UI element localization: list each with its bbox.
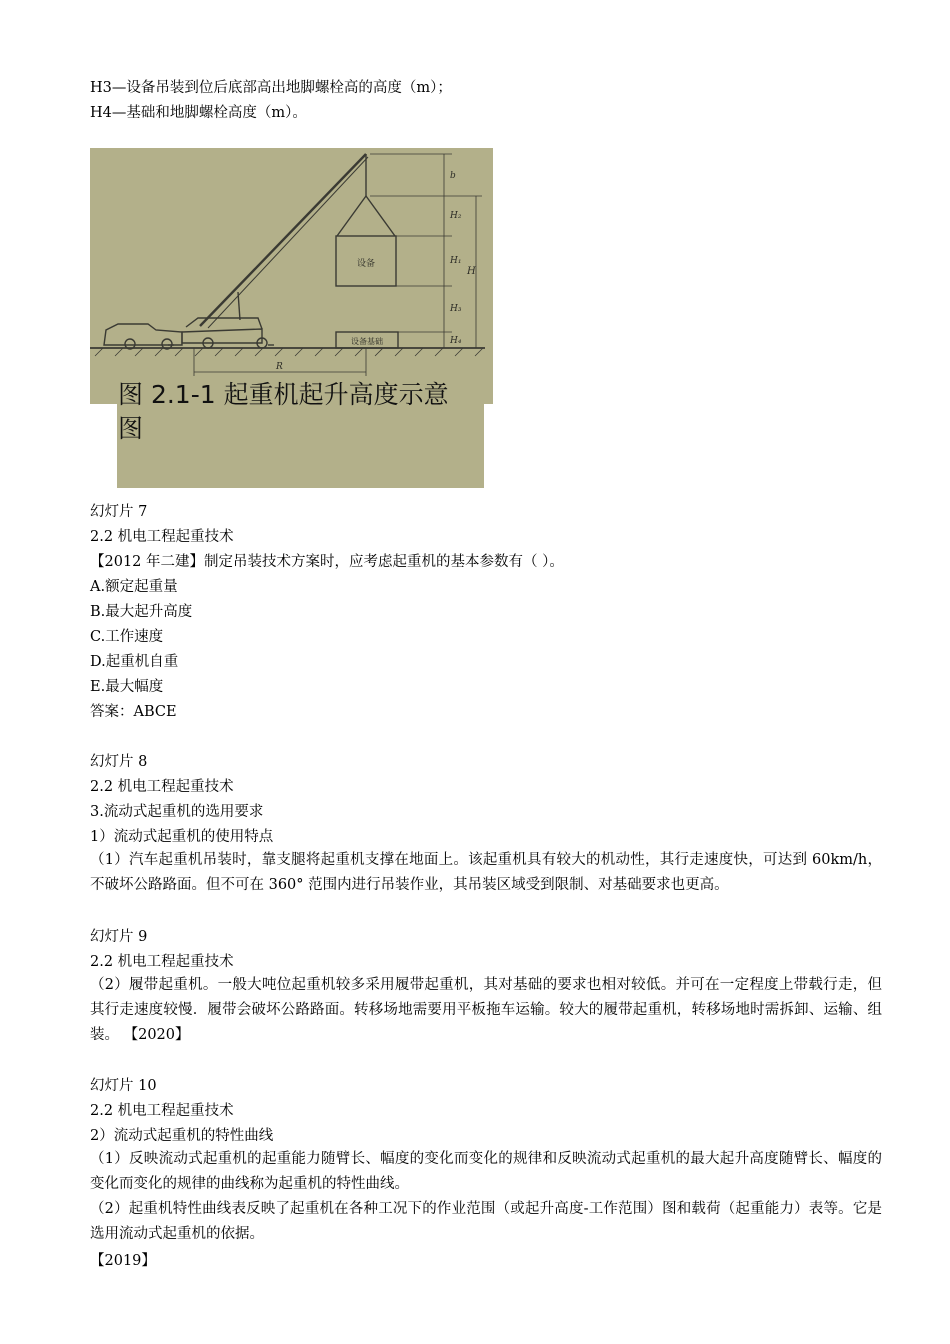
text-line-h3: H3—设备吊装到位后底部高出地脚螺栓高的高度（m）； [90, 80, 452, 96]
slide-7-heading: 幻灯片 7 [90, 504, 148, 520]
slide-8-section: 2.2 机电工程起重技术 [90, 779, 234, 795]
dim-h-label: H [467, 266, 476, 277]
slide-7-question: 【2012 年二建】制定吊装技术方案时，应考虑起重机的基本参数有（ ）。 [90, 554, 564, 570]
slide-10-subheading: 2）流动式起重机的特性曲线 [90, 1128, 274, 1144]
slide-10-paragraph-2: （2）起重机特性曲线表反映了起重机在各种工况下的作业范围（或起升高度-工作范围）图和载荷（起重能力）表等。它是选用流动式起重机的依据。 [90, 1201, 882, 1242]
slide-10-paragraph-1: （1）反映流动式起重机的起重能力随臂长、幅度的变化而变化的规律和反映流动式起重机的最大起升高度随臂长、幅度的变化而变化的规律的曲线称为起重机的特性曲线。 [90, 1151, 882, 1192]
slide-8-paragraph: （1）汽车起重机吊装时，靠支腿将起重机支撑在地面上。该起重机具有较大的机动性，其行走速度快，可达到 60km/h，不破坏公路路面。但不可在 360° 范围内进行吊装作业，其吊装区域受到限制、对基础要求也更高。 [90, 852, 882, 893]
slide-9-heading: 幻灯片 9 [90, 929, 148, 945]
text-line-h4: H4—基础和地脚螺栓高度（m）。 [90, 105, 307, 121]
option-a: A.额定起重量 [90, 579, 178, 595]
option-c: C.工作速度 [90, 629, 164, 645]
dim-h4-label: H₄ [450, 336, 462, 346]
slide-9-section: 2.2 机电工程起重技术 [90, 954, 234, 970]
figure-caption-line-1: 图 2.1-1 起重机起升高度示意 [118, 380, 449, 409]
dim-h2-label: H₂ [450, 211, 462, 221]
dim-b-label: b [450, 171, 456, 181]
slide-7-answer: 答案：ABCE [90, 704, 177, 720]
dim-h3-label: H₃ [450, 304, 462, 314]
slide-8-subheading: 3.流动式起重机的选用要求 [90, 804, 264, 820]
slide-10-year-tag: 【2019】 [90, 1253, 156, 1269]
slide-10-heading: 幻灯片 10 [90, 1078, 157, 1094]
slide-10-section: 2.2 机电工程起重技术 [90, 1103, 234, 1119]
slide-8-heading: 幻灯片 8 [90, 754, 148, 770]
slide-8-subheading-2: 1）流动式起重机的使用特点 [90, 829, 274, 845]
equipment-label: 设备 [356, 259, 376, 269]
slide-7-section: 2.2 机电工程起重技术 [90, 529, 234, 545]
dim-r-label: R [276, 362, 283, 372]
option-d: D.起重机自重 [90, 654, 179, 670]
option-e: E.最大幅度 [90, 679, 164, 695]
figure-caption [118, 378, 488, 446]
dim-h1-label: H₁ [450, 256, 462, 266]
foundation-label: 设备基础 [351, 337, 383, 346]
figure-caption-line-2: 图 [118, 414, 144, 443]
option-b: B.最大起升高度 [90, 604, 193, 620]
slide-9-paragraph: （2）履带起重机。一般大吨位起重机较多采用履带起重机，其对基础的要求也相对较低。并可在一定程度上带载行走，但其行走速度较慢．履带会破坏公路路面。转移场地需要用平板拖车运输。较大的履带起重机，转移场地时需拆卸、运输、组装。 【2020】 [90, 977, 882, 1043]
